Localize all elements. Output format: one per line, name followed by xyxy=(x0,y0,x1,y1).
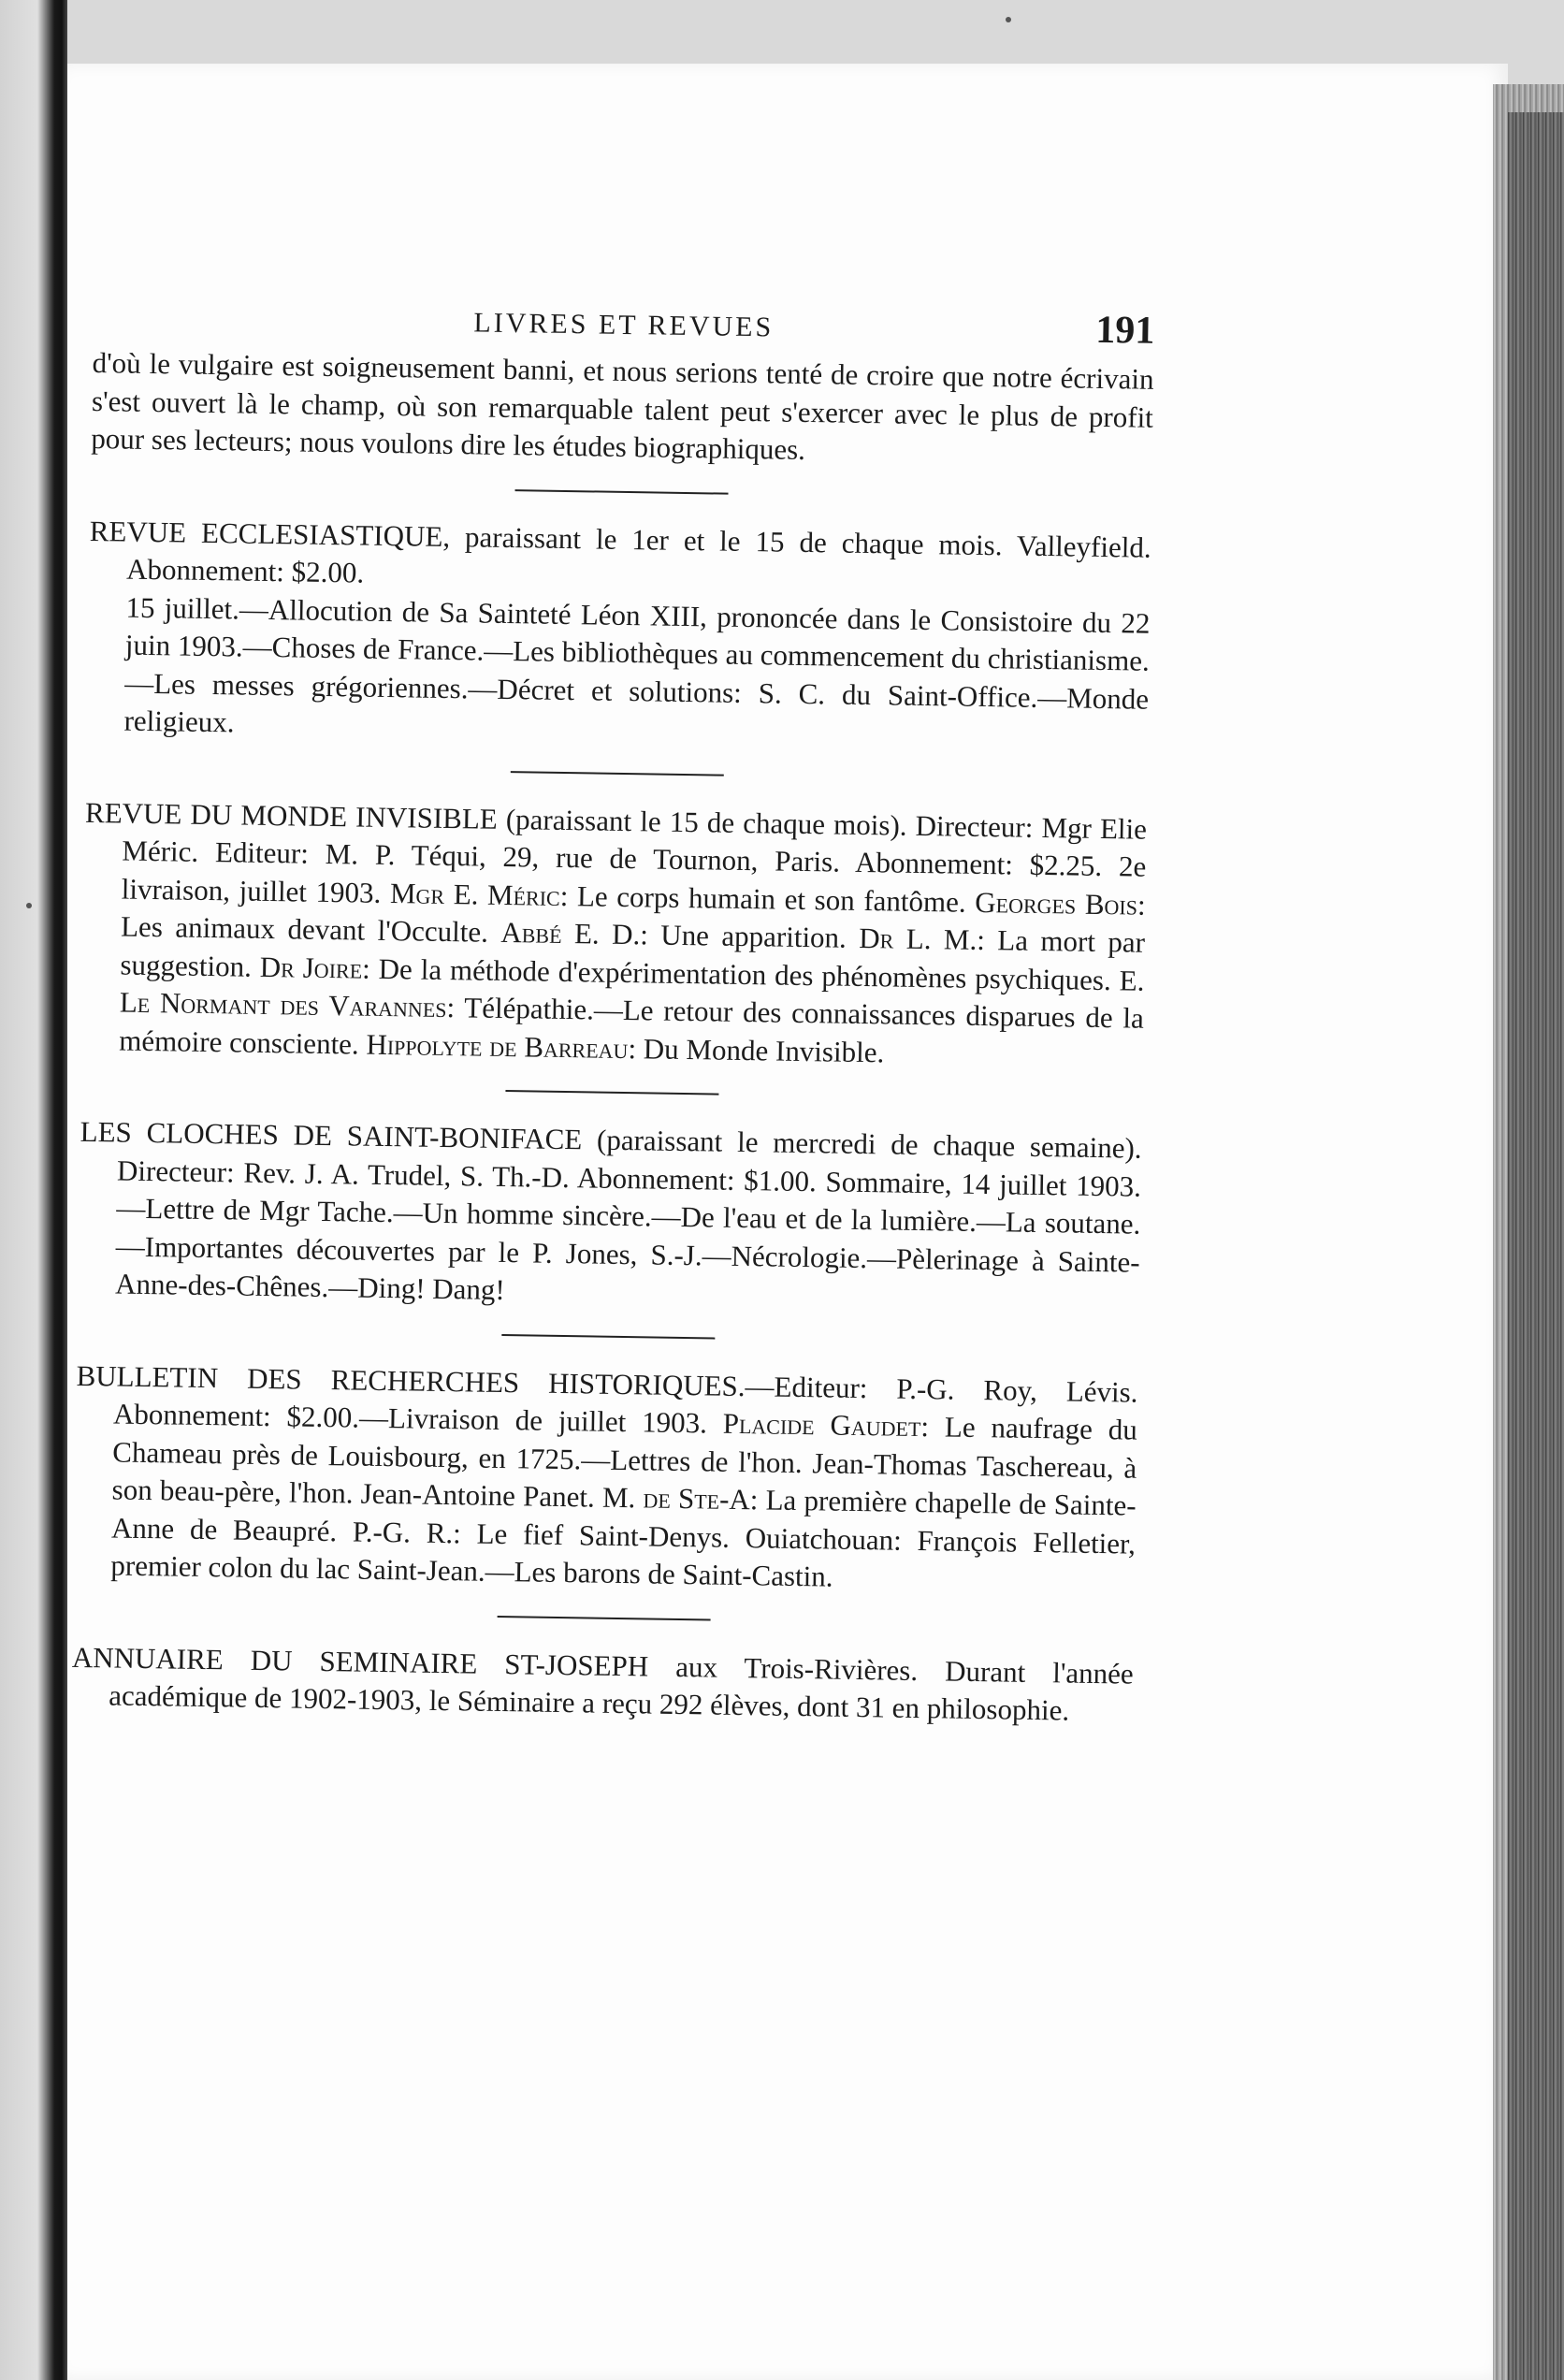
scan-speck xyxy=(1006,17,1011,22)
author-name: Georges Bois xyxy=(975,885,1138,922)
entry-title: ANNUAIRE DU SEMINAIRE ST-JOSEPH xyxy=(71,1640,649,1682)
author-name: Abbé E. D. xyxy=(500,915,641,951)
entry-cloches-saint-boniface xyxy=(78,1113,1142,1319)
scan-binding-edge xyxy=(0,0,67,2380)
author-name: de Ste-A xyxy=(643,1481,751,1517)
author-name: Mgr E. Méric xyxy=(389,876,561,912)
entry-body: (paraissant le mercredi de chaque semaine). Directeur: Rev. J. A. Trudel, S. Th.-D. Abonnement: $1.00. Sommaire, 14 juillet 1903.—Lettre de Mgr Tache.—Un homme sincère.—De l'eau et de la lumière.—La soutane.—Importantes découvertes par le P. Jones, S.-J.—Nécrologie.—Pèlerinage à Sainte-Anne-des-Chênes.—Ding! Dang! xyxy=(114,1123,1142,1307)
author-name: Dr Joire xyxy=(259,950,363,985)
entry-title: LES CLOCHES DE SAINT-BONIFACE xyxy=(80,1114,583,1156)
author-name: Hippolyte de Barreau xyxy=(366,1027,629,1065)
running-title: LIVRES ET REVUES xyxy=(473,307,775,343)
entry-title: REVUE DU MONDE INVISIBLE xyxy=(84,795,499,835)
entry-title: REVUE ECCLESIASTIQUE, xyxy=(89,514,451,553)
entry-body: paraissant le 1er et le 15 de chaque mois. Valleyfield. Abonnement: $2.00. xyxy=(125,519,1151,589)
author-name: Placide Gaudet xyxy=(722,1406,921,1444)
entry-bulletin-recherches-historiques xyxy=(73,1357,1138,1601)
page-stack-edge-shadow xyxy=(1508,112,1564,2380)
page-number: 191 xyxy=(1094,308,1155,353)
author-name: E. Le Normant des Varannes xyxy=(119,963,1145,1024)
entry-body: (paraissant le 15 de chaque mois). Directeur: Mgr Elie Méric. Editeur: M. P. Téqui, 29, rue de Tournon, Paris. Abonnement: $2.25. 2e livraison, juillet 1903. Mgr E. Méric: Le corps humain et son fantôme. Georges Bois: Les animaux devant l'Occulte. Abbé E. D.: Une apparition. Dr L. M.: La mort par suggestion. Dr Joire: De la méthode d'expérimentation des phénomènes psychiques. E. Le Normant des Varannes: Télépathie.—Le retour des connaissances disparues de la mémoire consciente. Hippolyte de Barreau: Du Monde Invisible. xyxy=(118,802,1148,1068)
entry-revue-ecclesiastique-contents: 15 juillet.—Allocution de Sa Sainteté Léon XIII, prononcée dans le Consistoire du 22 juin 1903.—Choses de France.—Les bibliothèques au commencement du christianisme.—Les messes grégoriennes.—Décret et solutions: S. C. du Saint-Office.—Monde religieux. xyxy=(123,590,1151,739)
page-text-column xyxy=(71,281,1155,1731)
scan-speck xyxy=(26,903,32,908)
continuation-paragraph: d'où le vulgaire est soigneusement banni, et nous serions tenté de croire que notre écrivain s'est ouvert là le champ, où son remarquable talent peut s'exercer avec le plus de profit pour ses lecteurs; nous voulons dire les études biographiques. xyxy=(91,345,1154,466)
entry-revue-monde-invisible xyxy=(81,793,1147,1075)
entry-body: —Editeur: P.-G. Roy, Lévis. Abonnement: $2.00.—Livraison de juillet 1903. Placide Gaudet: Le naufrage du Chameau près de Louisbourg, en 1725.—Lettres de l'hon. Jean-Thomas Taschereau, à son beau-père, l'hon. Jean-Antoine Panet. M. de Ste-A: La première chapelle de Sainte-Anne de Beaupré. P.-G. R.: Le fief Saint-Denys. Ouiatchouan: François Felletier, premier colon du lac Saint-Jean.—Les barons de Saint-Castin. xyxy=(110,1369,1138,1593)
author-name: Dr L. M. xyxy=(859,921,978,956)
entry-title: BULLETIN DES RECHERCHES HISTORIQUES. xyxy=(76,1358,746,1402)
entry-body: aux Trois-Rivières. Durant l'année académique de 1902-1903, le Séminaire a reçu 292 élèves, dont 31 en philosophie. xyxy=(108,1649,1135,1727)
